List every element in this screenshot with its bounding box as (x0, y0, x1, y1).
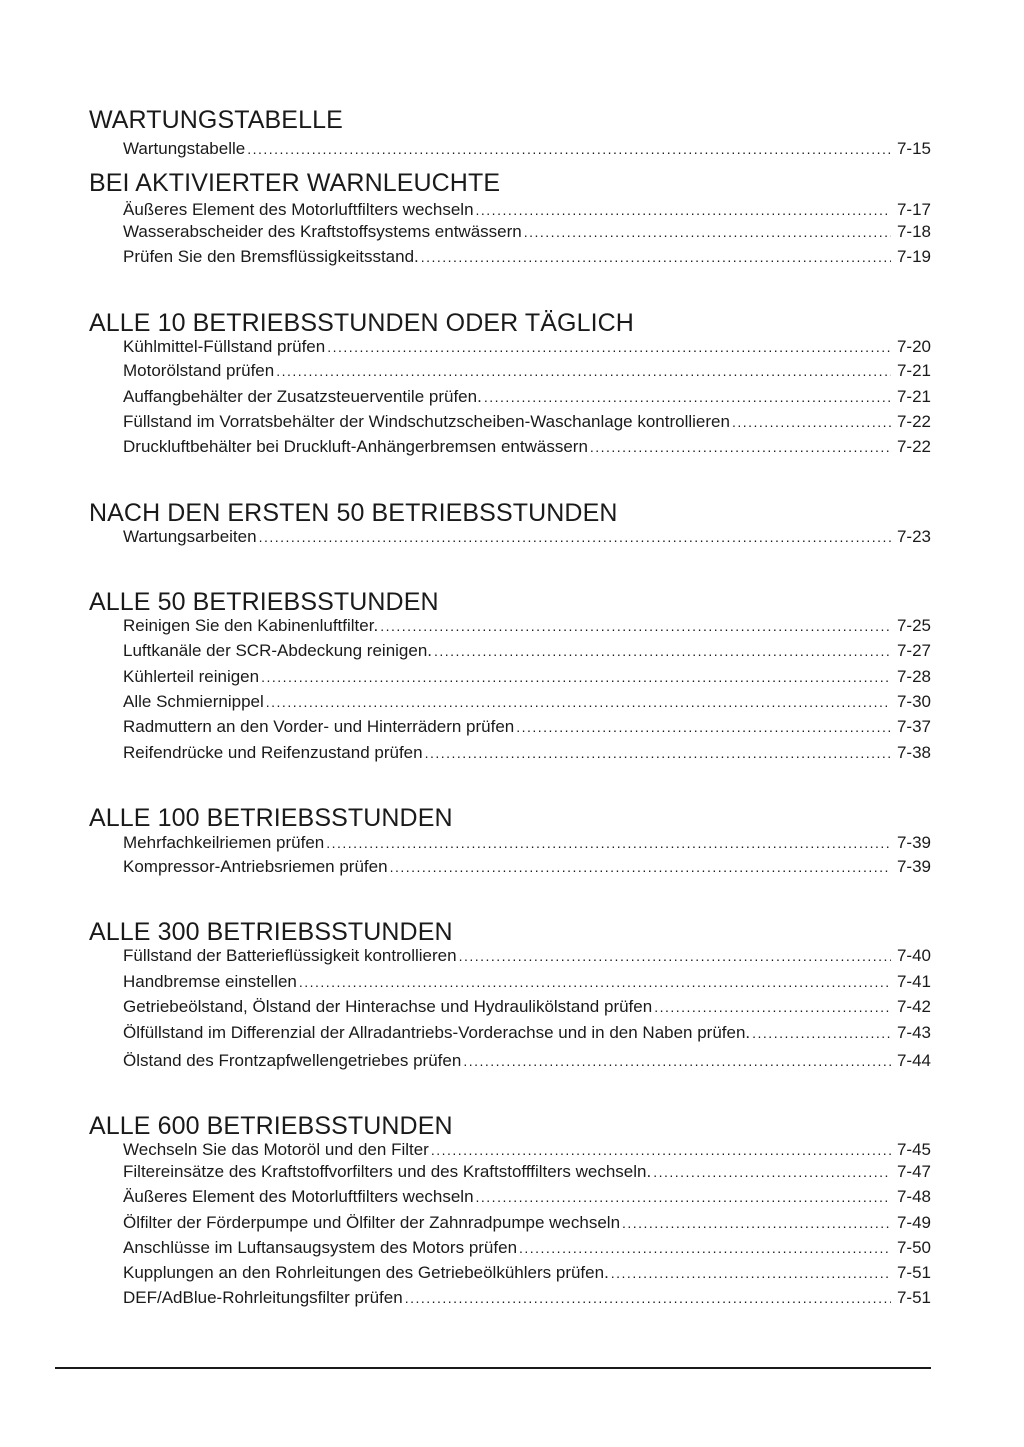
dot-leader (732, 411, 891, 433)
toc-entry[interactable] (123, 996, 931, 1018)
page-number: 7-51 (896, 1263, 931, 1282)
page-number: 7-17 (896, 200, 931, 219)
page-number: 7-40 (896, 946, 931, 965)
toc-entry[interactable] (123, 526, 931, 548)
page-number: 7-15 (896, 139, 931, 158)
entry-label: Motorölstand prüfen (123, 361, 275, 380)
toc-entry[interactable] (123, 640, 931, 662)
page-number: 7-49 (896, 1213, 931, 1232)
entry-label: Kühlmittel-Füllstand prüfen (123, 337, 326, 356)
dot-leader (590, 436, 891, 458)
toc-entry[interactable] (123, 411, 931, 433)
toc-entry[interactable] (123, 1262, 931, 1284)
toc-entry[interactable] (123, 246, 931, 268)
entry-label: Auffangbehälter der Zusatzsteuerventile prüfen. (123, 387, 482, 406)
entry-label: Füllstand im Vorratsbehälter der Windschutzscheiben-Waschanlage kontrollieren (123, 412, 730, 431)
dot-leader (276, 360, 891, 382)
page-number: 7-21 (896, 387, 931, 406)
entry-label: Mehrfachkeilriemen prüfen (123, 833, 325, 852)
entry-label: Ölfilter der Förderpumpe und Ölfilter der Zahnradpumpe wechseln (123, 1213, 621, 1232)
page-number: 7-22 (896, 437, 931, 456)
dot-leader (653, 1161, 891, 1183)
page-number: 7-21 (896, 361, 931, 380)
entry-label: DEF/AdBlue-Rohrleitungsfilter prüfen (123, 1288, 403, 1307)
page-number: 7-37 (896, 717, 931, 736)
toc-entry[interactable] (123, 666, 931, 688)
entry-label: Luftkanäle der SCR-Abdeckung reinigen. (123, 641, 433, 660)
section-heading: NACH DEN ERSTEN 50 BETRIEBSSTUNDEN (89, 499, 618, 527)
page-number: 7-43 (896, 1023, 931, 1042)
page-number: 7-39 (896, 833, 931, 852)
dot-leader (261, 666, 891, 688)
page-number: 7-47 (896, 1162, 931, 1181)
entry-label: Filtereinsätze des Kraftstoffvorfilters und des Kraftstofffilters wechseln. (123, 1162, 652, 1181)
entry-label: Reifendrücke und Reifenzustand prüfen (123, 743, 423, 762)
dot-leader (459, 945, 891, 967)
page-number: 7-22 (896, 412, 931, 431)
dot-leader (463, 1050, 891, 1072)
page-number: 7-50 (896, 1238, 931, 1257)
entry-label: Ölstand des Frontzapfwellengetriebes prüfen (123, 1051, 462, 1070)
dot-leader (752, 1022, 891, 1044)
toc-entry[interactable] (123, 742, 931, 764)
entry-label: Wasserabscheider des Kraftstoffsystems entwässern (123, 222, 522, 241)
toc-entry[interactable] (123, 199, 931, 221)
section-heading: ALLE 600 BETRIEBSSTUNDEN (89, 1112, 453, 1140)
page-number: 7-23 (896, 527, 931, 546)
page-number: 7-30 (896, 692, 931, 711)
entry-label: Alle Schmiernippel (123, 692, 264, 711)
dot-leader (247, 138, 891, 160)
dot-leader (327, 336, 891, 358)
toc-entry[interactable] (123, 138, 931, 160)
dot-leader (425, 742, 891, 764)
page-number: 7-18 (896, 222, 931, 241)
entry-label: Wartungsarbeiten (123, 527, 257, 546)
entry-label: Füllstand der Batterieflüssigkeit kontrollieren (123, 946, 457, 965)
toc-entry[interactable] (123, 1186, 931, 1208)
toc-entry[interactable] (123, 1237, 931, 1259)
entry-label: Getriebeölstand, Ölstand der Hinterachse und Hydraulikölstand prüfen (123, 997, 653, 1016)
entry-label: Äußeres Element des Motorluftfilters wechseln (123, 200, 474, 219)
page-number: 7-28 (896, 667, 931, 686)
entry-label: Druckluftbehälter bei Druckluft-Anhängerbremsen entwässern (123, 437, 588, 456)
dot-leader (266, 691, 891, 713)
section-heading: ALLE 10 BETRIEBSSTUNDEN ODER TÄGLICH (89, 309, 634, 337)
section-heading: ALLE 100 BETRIEBSSTUNDEN (89, 804, 453, 832)
toc-entry[interactable] (123, 856, 931, 878)
page-number: 7-20 (896, 337, 931, 356)
entry-label: Kupplungen an den Rohrleitungen des Getriebeölkühlers prüfen. (123, 1263, 609, 1282)
dot-leader (390, 856, 891, 878)
page-number: 7-38 (896, 743, 931, 762)
toc-entry[interactable] (123, 716, 931, 738)
entry-label: Prüfen Sie den Bremsflüssigkeitsstand. (123, 247, 419, 266)
page-number: 7-27 (896, 641, 931, 660)
toc-entry[interactable] (123, 691, 931, 713)
entry-label: Wartungstabelle (123, 139, 246, 158)
toc-entry[interactable] (123, 971, 931, 993)
toc-entry[interactable] (123, 336, 931, 358)
dot-leader (299, 971, 891, 993)
section-heading: ALLE 300 BETRIEBSSTUNDEN (89, 918, 453, 946)
toc-entry[interactable] (123, 360, 931, 382)
dot-leader (326, 832, 891, 854)
toc-entry[interactable] (123, 221, 931, 243)
entry-label: Handbremse einstellen (123, 972, 297, 991)
toc-entry[interactable] (123, 1050, 931, 1072)
dot-leader (611, 1262, 891, 1284)
entry-label: Ölfüllstand im Differenzial der Allradantriebs-Vorderachse und in den Naben prüfen. (123, 1023, 751, 1042)
entry-label: Reinigen Sie den Kabinenluftfilter. (123, 616, 379, 635)
dot-leader (654, 996, 891, 1018)
entry-label: Radmuttern an den Vorder- und Hinterrädern prüfen (123, 717, 515, 736)
toc-entry[interactable] (123, 832, 931, 854)
dot-leader (421, 246, 891, 268)
toc-entry[interactable] (123, 615, 931, 637)
page-number: 7-48 (896, 1187, 931, 1206)
dot-leader (516, 716, 891, 738)
dot-leader (380, 615, 891, 637)
dot-leader (405, 1287, 891, 1309)
entry-label: Anschlüsse im Luftansaugsystem des Motors prüfen (123, 1238, 518, 1257)
toc-entry[interactable] (123, 436, 931, 458)
section-heading: ALLE 50 BETRIEBSSTUNDEN (89, 588, 439, 616)
toc-entry[interactable] (123, 386, 931, 408)
entry-label: Äußeres Element des Motorluftfilters wechseln (123, 1187, 474, 1206)
toc-entry[interactable] (123, 1161, 931, 1183)
dot-leader (519, 1237, 891, 1259)
dot-leader (622, 1212, 891, 1234)
page-number: 7-45 (896, 1140, 931, 1159)
toc-entry[interactable] (123, 1287, 931, 1309)
toc-entry[interactable] (123, 1022, 931, 1044)
entry-label: Kompressor-Antriebsriemen prüfen (123, 857, 388, 876)
toc-entry[interactable] (123, 1212, 931, 1234)
toc-entry[interactable] (123, 1139, 931, 1161)
dot-leader (476, 1186, 891, 1208)
section-heading: WARTUNGSTABELLE (89, 106, 343, 134)
dot-leader (431, 1139, 891, 1161)
toc-entry[interactable] (123, 945, 931, 967)
dot-leader (434, 640, 891, 662)
section-heading: BEI AKTIVIERTER WARNLEUCHTE (89, 169, 501, 197)
dot-leader (259, 526, 891, 548)
dot-leader (524, 221, 891, 243)
page-number: 7-19 (896, 247, 931, 266)
page-number: 7-42 (896, 997, 931, 1016)
page-number: 7-25 (896, 616, 931, 635)
page-number: 7-39 (896, 857, 931, 876)
page-number: 7-44 (896, 1051, 931, 1070)
page-number: 7-51 (896, 1288, 931, 1307)
page-number: 7-41 (896, 972, 931, 991)
entry-label: Wechseln Sie das Motoröl und den Filter (123, 1140, 429, 1159)
dot-leader (476, 199, 891, 221)
footer-rule (55, 1367, 931, 1369)
dot-leader (484, 386, 891, 408)
entry-label: Kühlerteil reinigen (123, 667, 260, 686)
